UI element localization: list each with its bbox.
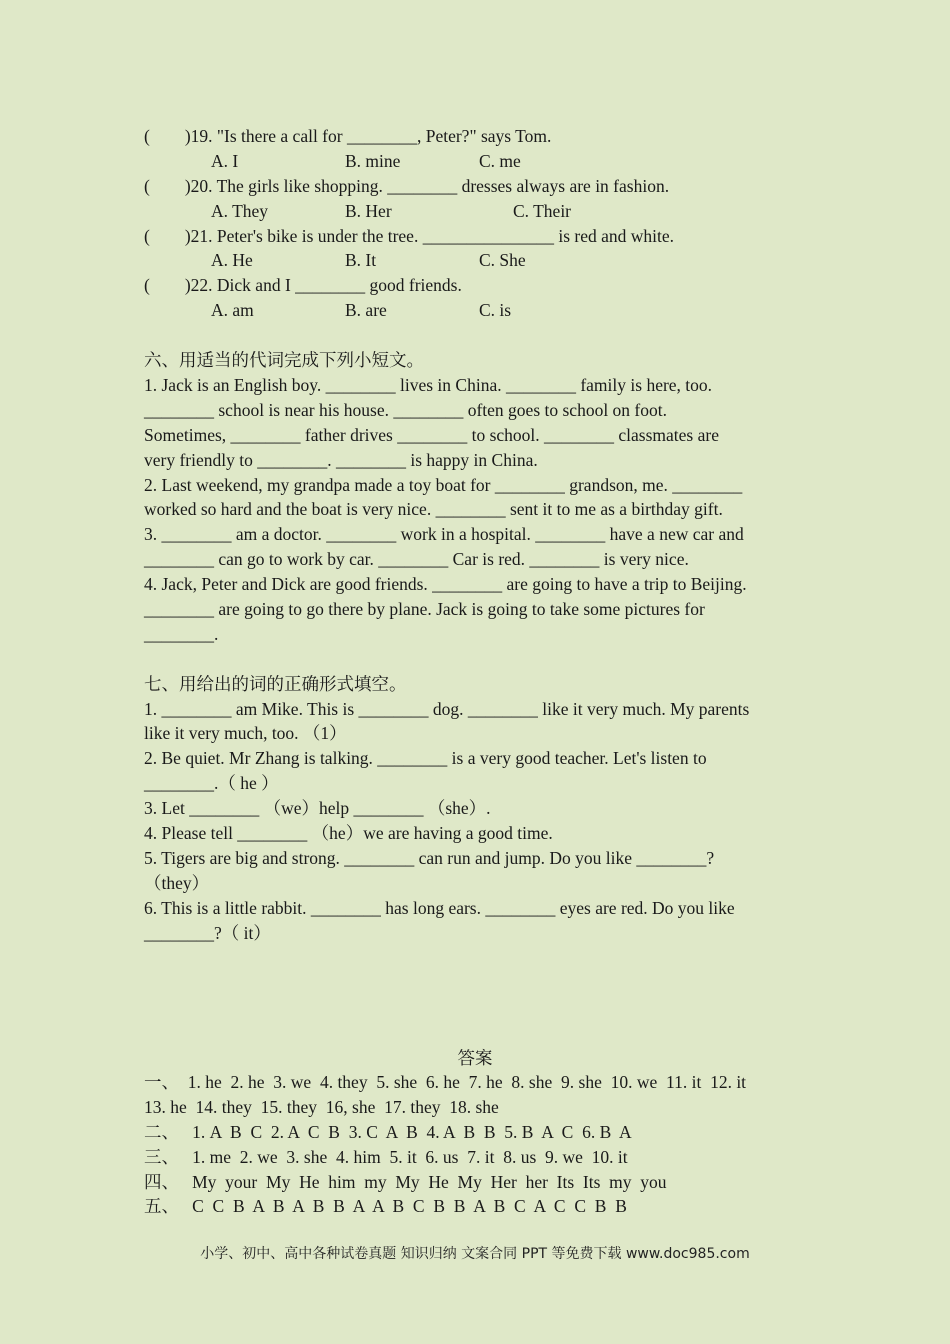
section-7-line: 2. Be quiet. Mr Zhang is talking. ________ is a very good teacher. Let's listen to — [144, 748, 707, 768]
section-7-line: 5. Tigers are big and strong. ________ can run and jump. Do you like ________? — [144, 848, 715, 868]
section-6-line: ________ can go to work by car. ________ Car is red. ________ is very nice. — [144, 549, 689, 569]
options-22 — [211, 298, 512, 323]
question-19: ( )19. "Is there a call for ________, Peter?" says Tom. — [144, 126, 552, 146]
section-7-line: like it very much, too. （1） — [144, 723, 347, 743]
answer-line: 三、 1. me 2. we 3. she 4. him 5. it 6. us 7. it 8. us 9. we 10. it — [144, 1147, 628, 1167]
answer-line: 13. he 14. they 15. they 16, she 17. they 18. she — [144, 1097, 499, 1117]
option-a: A. They — [211, 201, 269, 221]
option-b: B. Her — [345, 201, 392, 221]
footer-link[interactable]: 小学、初中、高中各种试卷真题 知识归纳 文案合同 PPT 等免费下载 www.doc985.com — [200, 1246, 750, 1262]
option-b: B. mine — [345, 151, 401, 171]
section-6-title: 六、用适当的代词完成下列小短文。 — [144, 350, 424, 370]
section-7-line: ________?（ it） — [144, 923, 271, 943]
section-6-line: 1. Jack is an English boy. ________ lives in China. ________ family is here, too. — [144, 375, 713, 395]
answer-line: 四、 My your My He him my My He My Her her Its Its my you — [144, 1172, 667, 1192]
section-7-title: 七、用给出的词的正确形式填空。 — [144, 674, 407, 694]
option-b: B. are — [345, 300, 387, 320]
option-a: A. He — [211, 250, 253, 270]
section-7-line: 4. Please tell ________ （he）we are having a good time. — [144, 823, 553, 843]
option-b: B. It — [345, 250, 377, 270]
answer-line: 二、 1. A B C 2. A C B 3. C A B 4. A B B 5. B A C 6. B A — [144, 1122, 632, 1142]
answer-line: 五、 C C B A B A B B A A B C B B A B C A C C B B — [144, 1196, 627, 1216]
section-6-line: worked so hard and the boat is very nice. ________ sent it to me as a birthday gift. — [144, 499, 723, 519]
question-21: ( )21. Peter's bike is under the tree. _______________ is red and white. — [144, 226, 674, 246]
section-6-line: very friendly to ________. ________ is happy in China. — [144, 450, 538, 470]
section-7-line: 6. This is a little rabbit. ________ has long ears. ________ eyes are red. Do you like — [144, 898, 735, 918]
section-6-line: 3. ________ am a doctor. ________ work in a hospital. ________ have a new car and — [144, 524, 744, 544]
option-a: A. I — [211, 151, 239, 171]
option-a: A. am — [211, 300, 254, 320]
option-c: C. Their — [513, 201, 572, 221]
option-c: C. She — [479, 250, 526, 270]
section-6-line: Sometimes, ________ father drives ________ to school. ________ classmates are — [144, 425, 719, 445]
section-6-line: ________ school is near his house. ________ often goes to school on foot. — [144, 400, 668, 420]
section-7-line: （they） — [144, 873, 210, 893]
options-21 — [211, 248, 526, 273]
options-20 — [211, 199, 572, 224]
question-22: ( )22. Dick and I ________ good friends. — [144, 275, 462, 295]
question-20: ( )20. The girls like shopping. ________ dresses always are in fashion. — [144, 176, 670, 196]
section-6-line: ________ are going to go there by plane. Jack is going to take some pictures for — [144, 599, 705, 619]
section-6-line: 4. Jack, Peter and Dick are good friends. ________ are going to have a trip to Beijing. — [144, 574, 747, 594]
options-19 — [211, 149, 521, 174]
section-7-line: 3. Let ________ （we）help ________ （she）. — [144, 798, 491, 818]
answers-title: 答案 — [457, 1048, 493, 1068]
section-6-line: 2. Last weekend, my grandpa made a toy boat for ________ grandson, me. ________ — [144, 475, 743, 495]
option-c: C. me — [479, 151, 521, 171]
section-6-line: ________. — [144, 624, 219, 644]
option-c: C. is — [479, 300, 512, 320]
section-7-line: ________.（ he ） — [144, 773, 279, 793]
section-7-line: 1. ________ am Mike. This is ________ dog. ________ like it very much. My parents — [144, 699, 750, 719]
answer-line: 一、 1. he 2. he 3. we 4. they 5. she 6. he 7. he 8. she 9. she 10. we 11. it 12. it — [144, 1072, 747, 1092]
